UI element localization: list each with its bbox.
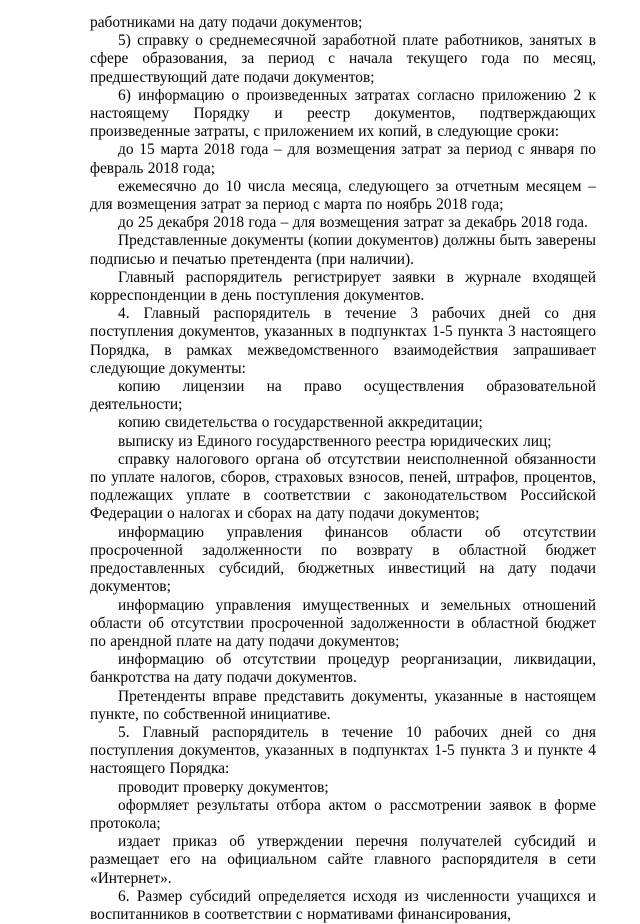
paragraph-egrul: выписку из Единого государственного реестра юридических лиц;	[118, 432, 552, 450]
paragraph-protocol: оформляет результаты отбора актом о рассмотрении заявок в форме протокола;	[90, 796, 596, 832]
paragraph-certification: Представленные документы (копии документов) должны быть заверены подписью и печатью претендента (при наличии).	[90, 232, 596, 268]
paragraph-section-4: 4. Главный распорядитель в течение 3 рабочих дней со дня поступления документов, указанных в подпунктах 1-5 пункта 3 настоящего Порядка, в рамках межведомственного взаимодействия запрашивает следующие документы:	[90, 305, 596, 377]
paragraph-item-6: 6) информацию о произведенных затратах согласно приложению 2 к настоящему Порядку и реестр документов, подтверждающих произведенные затраты, с приложением их копий, в следующие сроки:	[90, 86, 596, 141]
paragraph-item-5: 5) справку о среднемесячной заработной плате работников, занятых в сфере образования, за период с начала текущего года по месяц, предшествующий дате подачи документов;	[90, 32, 596, 86]
paragraph-continuation: работниками на дату подачи документов;	[90, 14, 363, 31]
paragraph-registration: Главный распорядитель регистрирует заявки в журнале входящей корреспонденции в день поступления документов.	[90, 268, 596, 305]
paragraph-reorganization-info: информацию об отсутствии процедур реорганизации, ликвидации, банкротства на дату подачи документов.	[90, 651, 596, 687]
paragraph-property-info: информацию управления имущественных и земельных отношений области об отсутствии просроченной задолженности в областной бюджет по арендной плате на дату подачи документов;	[90, 596, 596, 650]
paragraph-finance-info: информацию управления финансов области об отсутствии просроченной задолженности по возврату в областной бюджет предоставленных субсидий, бюджетных инвестиций на дату подачи документов;	[90, 523, 596, 596]
paragraph-section-6: 6. Размер субсидий определяется исходя из численности учащихся и воспитанников в соответствии с нормативами финансирования,	[90, 887, 596, 923]
paragraph-license: копию лицензии на право осуществления образовательной деятельности;	[90, 378, 596, 414]
paragraph-check-documents: проводит проверку документов;	[118, 778, 329, 796]
document-page	[90, 14, 596, 924]
paragraph-deadline-monthly: ежемесячно до 10 числа месяца, следующего за отчетным месяцем – для возмещения затрат за период с марта по ноябрь 2018 года;	[90, 177, 596, 214]
paragraph-deadline-march: до 15 марта 2018 года – для возмещения затрат за период с января по февраль 2018 года;	[90, 141, 596, 177]
paragraph-tax-certificate: справку налогового органа об отсутствии неисполненной обязанности по уплате налогов, сборов, страховых взносов, пеней, штрафов, процентов, подлежащих уплате в соответствии с законодательством Российской Федерации о налогах и сборах на дату подачи документов;	[90, 450, 596, 523]
paragraph-order: издает приказ об утверждении перечня получателей субсидий и размещает его на официальном сайте главного распорядителя в сети «Интернет».	[90, 833, 596, 887]
paragraph-own-initiative: Претенденты вправе представить документы, указанные в настоящем пункте, по собственной инициативе.	[90, 687, 596, 723]
paragraph-deadline-december: до 25 декабря 2018 года – для возмещения затрат за декабрь 2018 года.	[118, 214, 588, 232]
paragraph-accreditation: копию свидетельства о государственной аккредитации;	[118, 414, 483, 432]
paragraph-section-5: 5. Главный распорядитель в течение 10 рабочих дней со дня поступления документов, указанных в подпунктах 1-5 пункта 3 и пункте 4 настоящего Порядка:	[90, 723, 596, 778]
